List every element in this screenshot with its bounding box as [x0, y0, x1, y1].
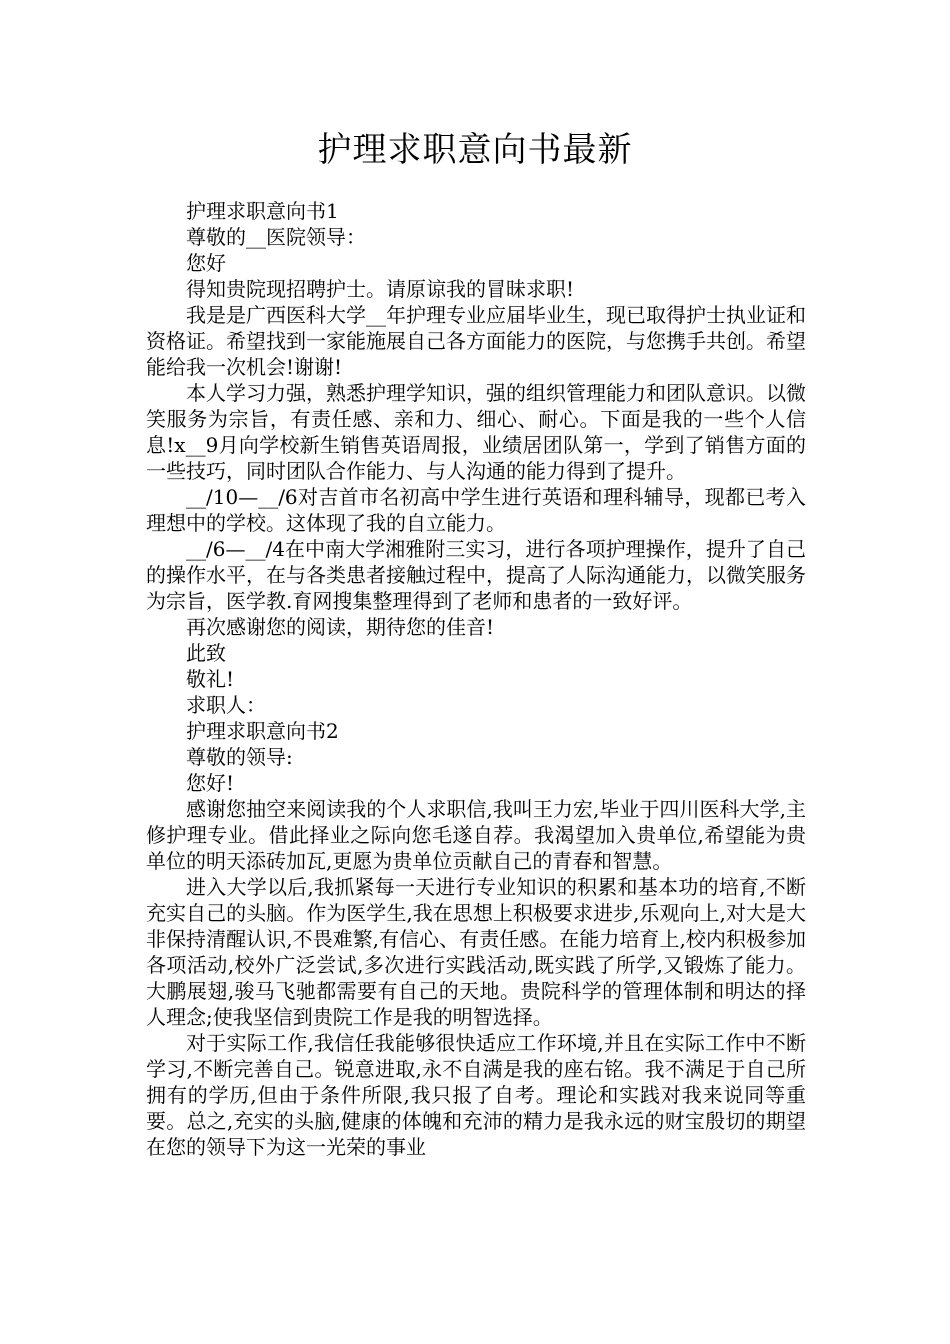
paragraph: 得知贵院现招聘护士。请原谅我的冒昧求职! [186, 277, 575, 301]
paragraph: 护理求职意向书1 [186, 199, 339, 223]
document-title: 护理求职意向书最新 [317, 130, 633, 170]
paragraph: 再次感谢您的阅读，期待您的佳音! [186, 615, 495, 639]
paragraph: 护理求职意向书2 [186, 719, 339, 743]
paragraph: 对于实际工作,我信任我能够很快适应工作环境,并且在实际工作中不断学习,不断完善自己。锐意进取,永不自满是我的座右铭。我不满足于自己所拥有的学历,但由于条件所限,我只报了自考。理论和实践对我来说同等重要。总之,充实的头脑,健康的体魄和充沛的精力是我永远的财宝殷切的期望在您的领导下为这一光荣的事业 [146, 1031, 806, 1159]
paragraph: 尊敬的领导: [186, 745, 293, 769]
paragraph: 您好 [186, 251, 226, 275]
paragraph: 我是是广西医科大学__年护理专业应届毕业生，现已取得护士执业证和资格证。希望找到一家能施展自己各方面能力的医院，与您携手共创。希望能给我一次机会!谢谢! [146, 303, 806, 379]
paragraph: 此致 [186, 641, 226, 665]
paragraph: 感谢您抽空来阅读我的个人求职信,我叫王力宏,毕业于四川医科大学,主修护理专业。借此择业之际向您毛遂自荐。我渴望加入贵单位,希望能为贵单位的明天添砖加瓦,更愿为贵单位贡献自己的青春和智慧。 [146, 797, 806, 873]
paragraph: __/6—__/4在中南大学湘雅附三实习，进行各项护理操作，提升了自己的操作水平，在与各类患者接触过程中，提高了人际沟通能力，以微笑服务为宗旨，医学教.育网搜集整理得到了老师和患者的一致好评。 [146, 537, 806, 613]
paragraph: 敬礼! [186, 667, 235, 691]
paragraph: __/10—__/6对吉首市名初高中学生进行英语和理科辅导，现都已考入理想中的学校。这体现了我的自立能力。 [146, 485, 806, 535]
paragraph: 本人学习力强，熟悉护理学知识，强的组织管理能力和团队意识。以微笑服务为宗旨，有责任感、亲和力、细心、耐心。下面是我的一些个人信息!x__9月向学校新生销售英语周报，业绩居团队第一，学到了销售方面的一些技巧，同时团队合作能力、与人沟通的能力得到了提升。 [146, 381, 806, 483]
paragraph: 求职人： [186, 693, 266, 717]
document-body [146, 198, 806, 1160]
paragraph: 您好! [186, 771, 235, 795]
paragraph: 进入大学以后,我抓紧每一天进行专业知识的积累和基本功的培育,不断充实自己的头脑。作为医学生,我在思想上积极要求进步,乐观向上,对大是大非保持清醒认识,不畏难繁,有信心、有责任感。在能力培育上,校内积极参加各项活动,校外广泛尝试,多次进行实践活动,既实践了所学,又锻炼了能力。大鹏展翅,骏马飞驰都需要有自己的天地。贵院科学的管理体制和明达的择人理念;使我坚信到贵院工作是我的明智选择。 [146, 875, 806, 1029]
paragraph: 尊敬的__医院领导： [186, 225, 366, 249]
